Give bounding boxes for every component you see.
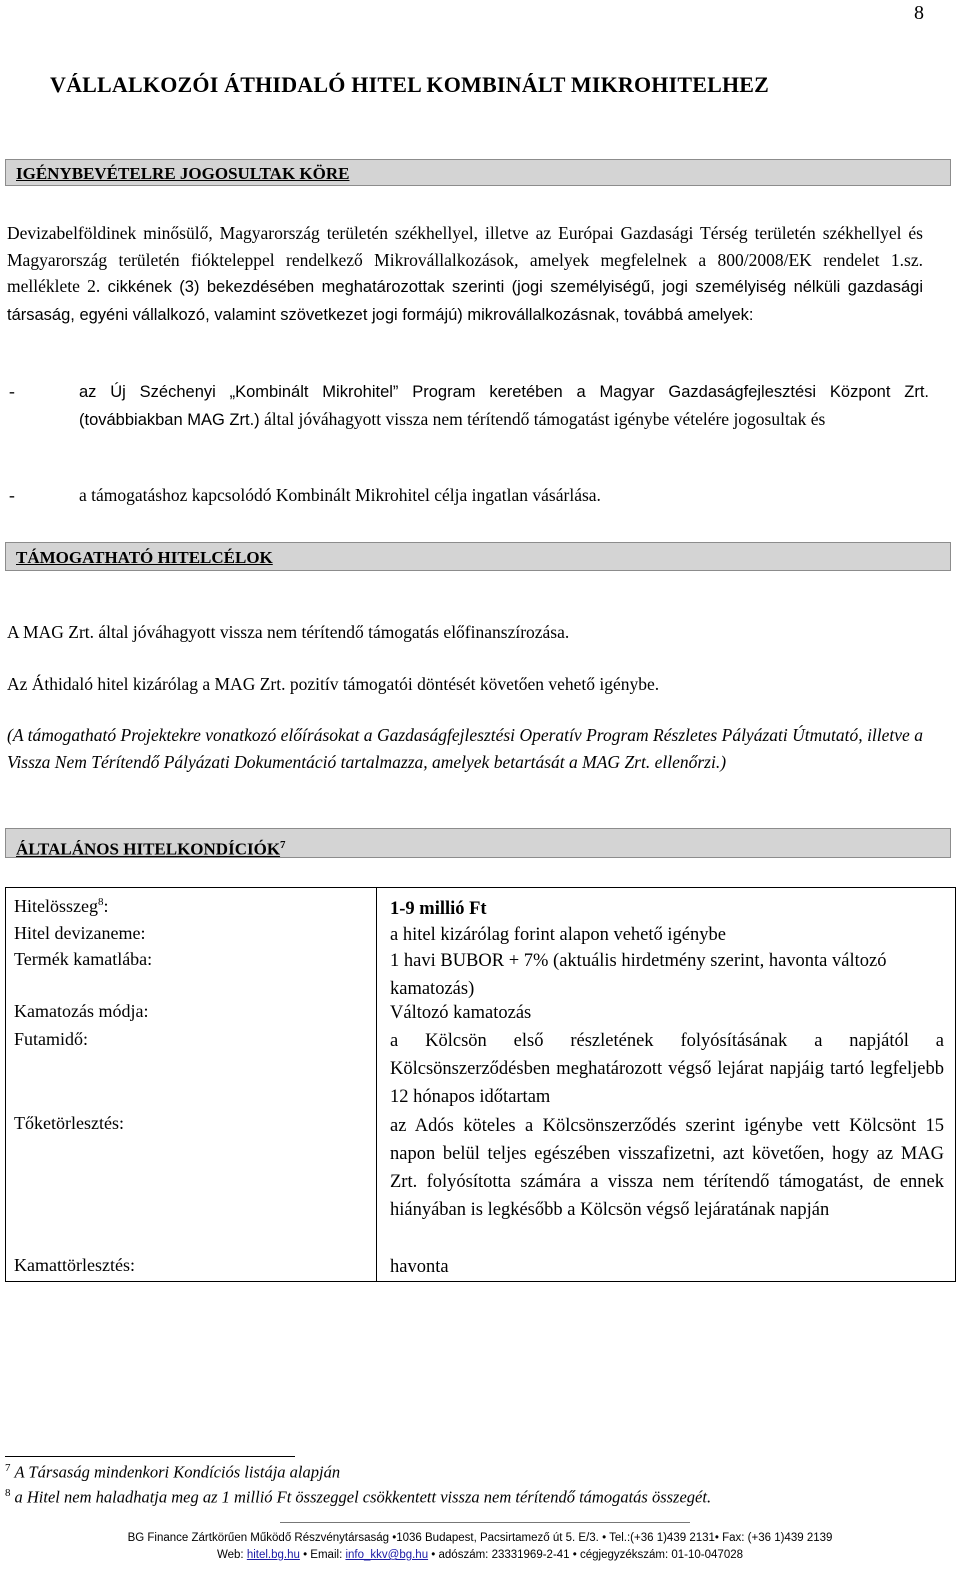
footer-email-link[interactable]: info_kkv@bg.hu bbox=[345, 1549, 429, 1561]
purpose-note: (A támogatható Projektekre vonatkozó előírásokat a Gazdaságfejlesztési Operatív Program Részletes Pályázati Útmutató, illetve a Vissza Nem Térítendő Pályázati Dokumentáció tartalmazza, amelyek betartását a MAG Zrt. ellenőrzi.) bbox=[7, 725, 923, 772]
eligibility-intro-part2: cikkének (3) bekezdésében meghatározottak szerinti (jogi személyiségű, jogi személyiség nélküli gazdasági társaság, egyéni vállalkozó, valamint szövetkezet jogi formájú) mikrovállalkozásnak, továbbá amelyek: bbox=[7, 278, 923, 324]
bullet-dash: - bbox=[9, 381, 15, 401]
footnote-8-text: a Hitel nem haladhatja meg az 1 millió Ft összeggel csökkentett vissza nem térítendő támogatás összegét. bbox=[14, 1487, 712, 1507]
currency-label: Hitel devizaneme: bbox=[14, 923, 146, 943]
document-title: VÁLLALKOZÓI ÁTHIDALÓ HITEL KOMBINÁLT MIKROHITELHEZ bbox=[50, 72, 770, 97]
footnote-7 bbox=[5, 1462, 340, 1483]
footer-email-label: • Email: bbox=[299, 1549, 346, 1561]
eligibility-intro-part1: Devizabelföldinek minősülő, Magyarország területén székhellyel, illetve az Európai Gazdasági Térség területén székhellyel és Magyarország területén fióktelеppel rendelkező Mikrovállalkozások, amelyek megfelelnek a 800/2008/EK rendelet 1.sz. melléklete 2. bbox=[7, 223, 923, 296]
bullet-item-1 bbox=[7, 378, 927, 458]
footnote-8 bbox=[5, 1487, 711, 1508]
footnote-8-number: 8 bbox=[5, 1487, 11, 1499]
bullet-1-part1: az Új Széchenyi „Kombinált Mikrohitel” Program keretében a Magyar Gazdaságfejlesztési Központ Zrt. (továbbiakban MAG Zrt.) bbox=[79, 383, 929, 429]
amount-value: 1-9 millió Ft bbox=[390, 899, 487, 919]
bullet-dash: - bbox=[9, 485, 15, 505]
footnote-7-text: A Társaság mindenkori Kondíciós listája alapján bbox=[14, 1462, 341, 1482]
term-value: a Kölcsön első részletének folyósításának a napjától a Kölcsönszerződésben meghatározott végső lejárat napjáig tartó legfeljebb 12 hónapos időtartam bbox=[390, 1031, 944, 1107]
footnote-ref-7: 7 bbox=[280, 839, 286, 851]
purpose-line-2: Az Áthidaló hitel kizárólag a MAG Zrt. pozitív támogatói döntését követően vehető igénybe. bbox=[7, 674, 660, 694]
section-heading-eligibility bbox=[5, 159, 951, 186]
footer-company-line: BG Finance Zártkörűen Működő Részvénytársaság •1036 Budapest, Pacsirtamező út 5. E/3. • Tel.:(+36 1)439 2131• Fax: (+36 1)439 2139 bbox=[127, 1532, 833, 1544]
footer-separator bbox=[280, 1522, 690, 1523]
eligibility-intro bbox=[7, 220, 923, 328]
interest-repayment-label: Kamattörlesztés: bbox=[14, 1255, 135, 1275]
section-heading-loan-purposes bbox=[5, 542, 951, 571]
section-heading-general-conditions-text: ÁLTALÁNOS HITELKONDÍCIÓK bbox=[16, 839, 281, 859]
section-heading-general-conditions bbox=[5, 828, 951, 858]
table-divider bbox=[376, 888, 377, 1281]
conditions-table bbox=[5, 887, 956, 1282]
section-heading-eligibility-text: IGÉNYBEVÉTELRE JOGOSULTAK KÖRE bbox=[16, 164, 350, 183]
principal-repayment-label: Tőketörlesztés: bbox=[14, 1113, 124, 1133]
purpose-line-1: A MAG Zrt. által jóváhagyott vissza nem térítendő támogatás előfinanszírozása. bbox=[7, 622, 570, 642]
interest-type-value: Változó kamatozás bbox=[390, 1003, 532, 1023]
footer-web-link[interactable]: hitel.bg.hu bbox=[246, 1549, 300, 1561]
footer-registry: • adószám: 23331969-2-41 • cégjegyzékszám: 01-10-047028 bbox=[428, 1549, 744, 1561]
interest-type-label: Kamatozás módja: bbox=[14, 1001, 149, 1021]
footer-web-label: Web: bbox=[216, 1549, 247, 1561]
principal-repayment-value: az Adós köteles a Kölcsönszerződés szerint igénybe vett Kölcsönt 15 napon belül teljes egészében visszafizetni, azt követően, hogy az MAG Zrt. folyósította számára a vissza nem térítendő támogatást, de ennek hiányában is legkésőbb a Kölcsön végső lejáratának napján bbox=[390, 1116, 944, 1220]
footnote-separator bbox=[5, 1456, 295, 1457]
interest-repayment-value: havonta bbox=[390, 1257, 449, 1277]
bullet-item-2 bbox=[7, 482, 927, 509]
section-heading-loan-purposes-text: TÁMOGATHATÓ HITELCÉLOK bbox=[16, 548, 273, 567]
footnote-7-number: 7 bbox=[5, 1462, 11, 1474]
footnote-ref-8: 8 bbox=[97, 896, 104, 908]
term-label: Futamidő: bbox=[14, 1029, 89, 1049]
page-number: 8 bbox=[914, 2, 924, 24]
bullet-2-text: a támogatáshoz kapcsolódó Kombinált Mikrohitel célja ingatlan vásárlása. bbox=[79, 485, 601, 505]
interest-rate-value: 1 havi BUBOR + 7% (aktuális hirdetmény szerint, havonta változó kamatozás) bbox=[390, 951, 887, 999]
bullet-1-part2: által jóváhagyott vissza nem térítendő támogatást igénybe vételére jogosultak és bbox=[259, 408, 826, 429]
interest-rate-label: Termék kamatlába: bbox=[14, 949, 153, 969]
footer-contact-line bbox=[0, 1549, 960, 1561]
currency-value: a hitel kizárólag forint alapon vehető igénybe bbox=[390, 925, 726, 945]
amount-label: Hitelösszeg$^8$: bbox=[14, 896, 109, 916]
